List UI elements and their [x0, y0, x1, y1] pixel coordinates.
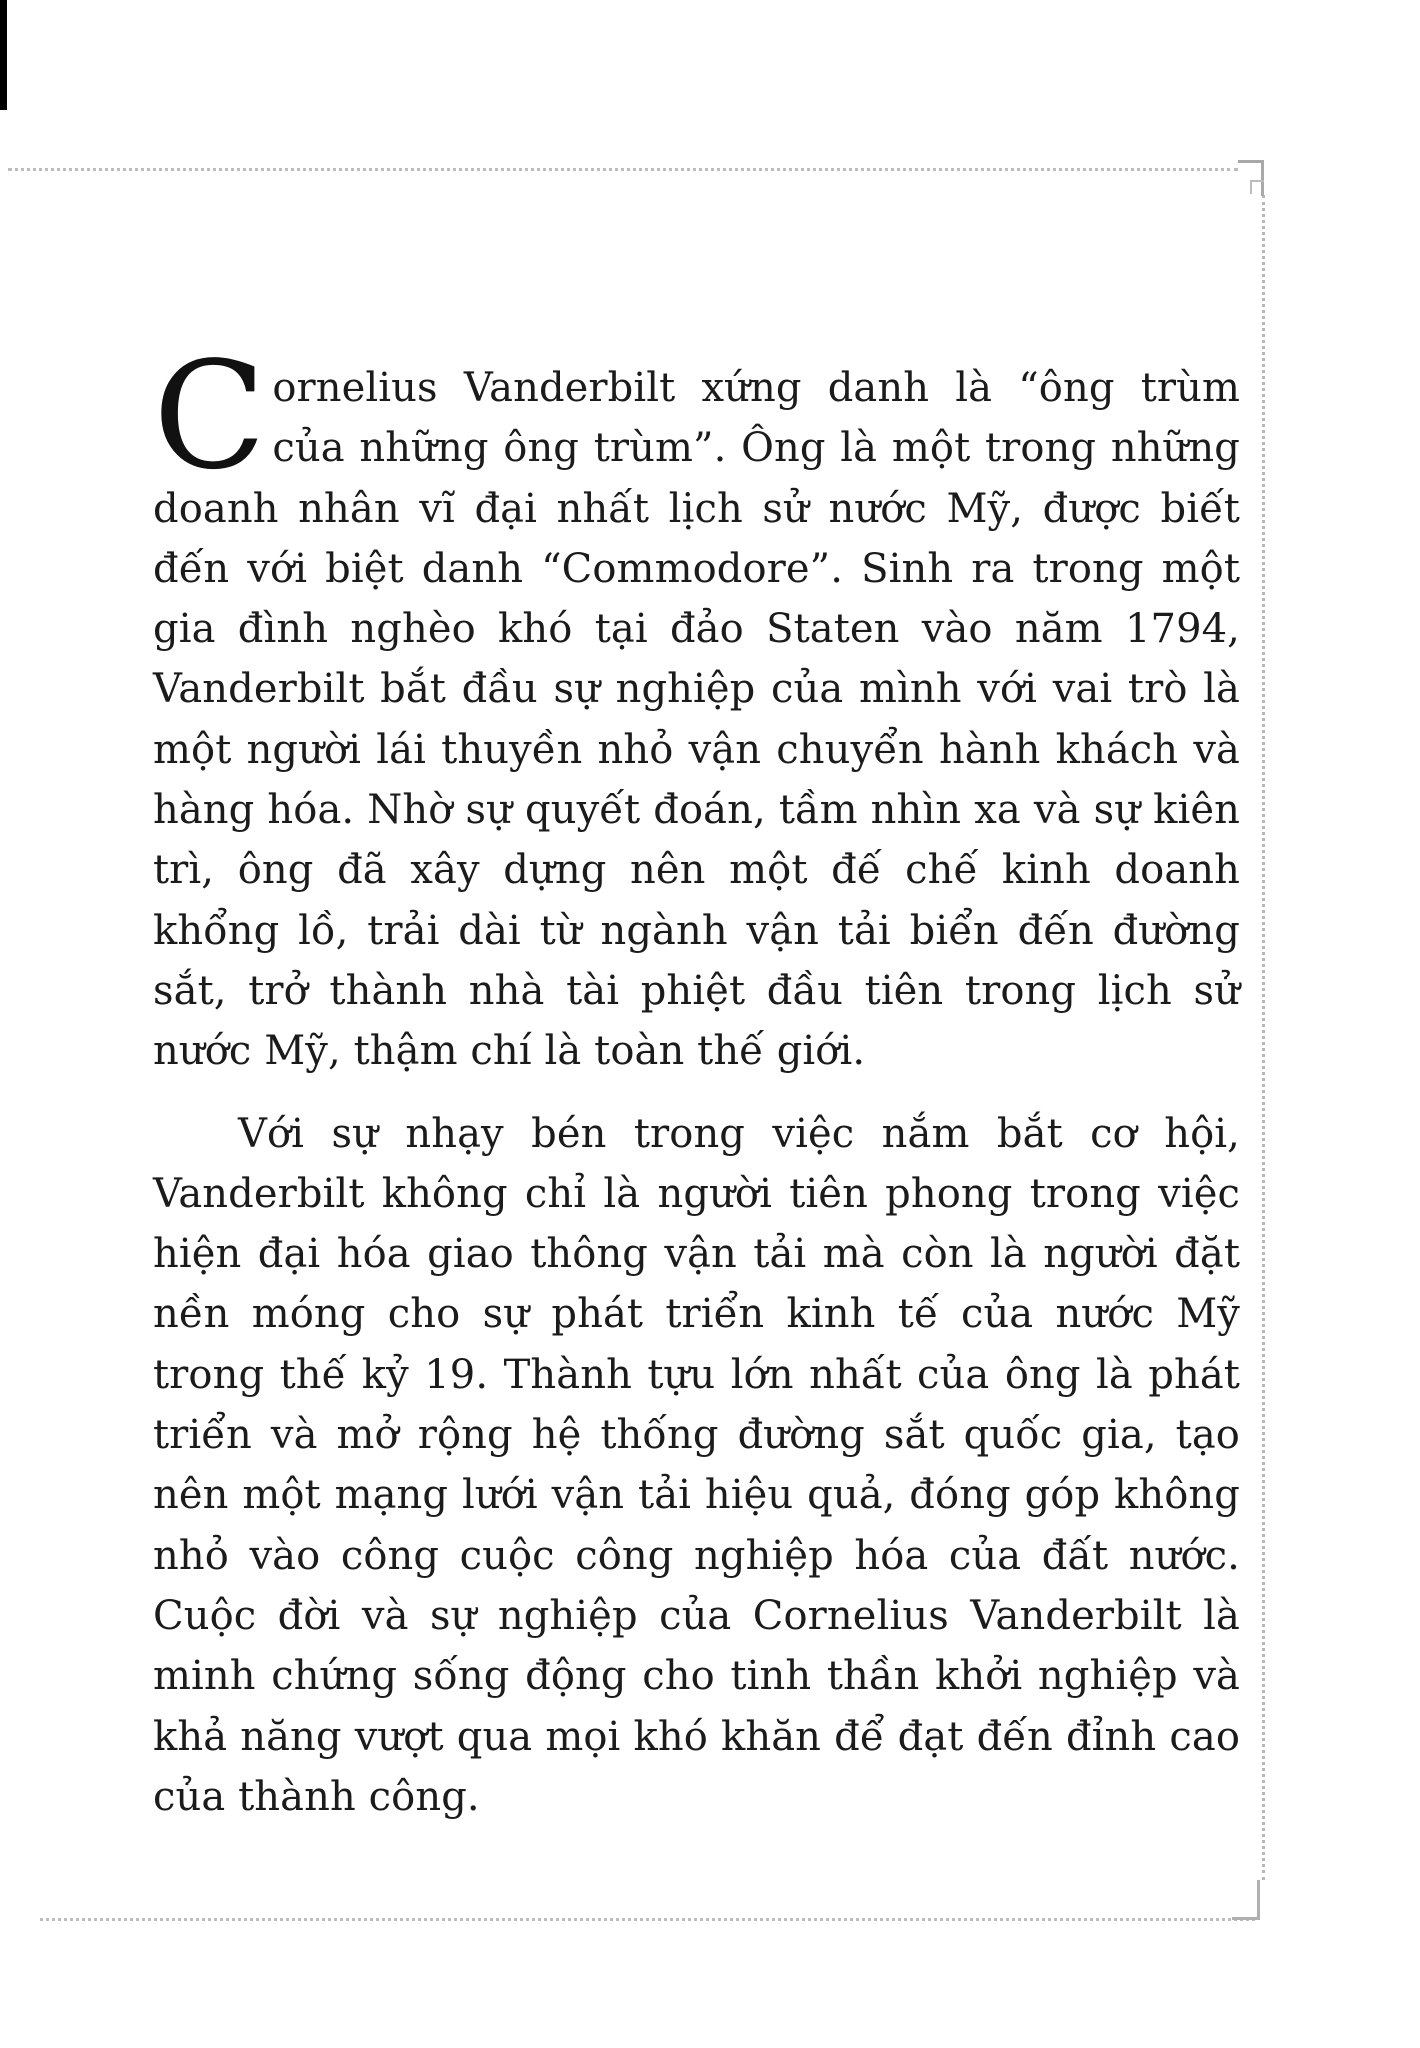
drop-cap: C	[153, 330, 267, 502]
paragraph-second: Với sự nhạy bén trong việc nắm bắt cơ hội, Vanderbilt không chỉ là người tiên phong trong việc hiện đại hóa giao thông vận tải mà còn là người đặt nền móng cho sự phát triển kinh tế của nước Mỹ trong thế kỷ 19. Thành tựu lớn nhất của ông là phát triển và mở rộng hệ thống đường sắt quốc gia, tạo nên một mạng lưới vận tải hiệu quả, đóng góp không nhỏ vào công cuộc công nghiệp hóa của đất nước. Cuộc đời và sự nghiệp của Cornelius Vanderbilt là minh chứng sống động cho tinh thần khởi nghiệp và khả năng vượt qua mọi khó khăn để đạt đến đỉnh cao của thành công.	[153, 1110, 1240, 1820]
paragraph-intro-text: ornelius Vanderbilt xứng danh là “ông trùm của những ông trùm”. Ông là một trong những doanh nhân vĩ đại nhất lịch sử nước Mỹ, được biết đến với biệt danh “Commodore”. Sinh ra trong một gia đình nghèo khó tại đảo Staten vào năm 1794, Vanderbilt bắt đầu sự nghiệp của mình với vai trò là một người lái thuyền nhỏ vận chuyển hành khách và hàng hóa. Nhờ sự quyết đoán, tầm nhìn xa và sự kiên trì, ông đã xây dựng nên một đế chế kinh doanh khổng lồ, trải dài từ ngành vận tải biển đến đường sắt, trở thành nhà tài phiệt đầu tiên trong lịch sử nước Mỹ, thậm chí là toàn thế giới.	[153, 365, 1240, 1075]
corner-ornament-bottom	[1232, 1880, 1260, 1920]
page-border-top	[8, 168, 1238, 171]
page-border-bottom	[40, 1918, 1255, 1921]
scan-edge-shadow	[0, 0, 7, 110]
article-body	[153, 330, 1240, 1827]
corner-ornament-top-inner	[1250, 180, 1264, 194]
paragraph-intro	[153, 330, 1240, 1082]
page-border-right	[1262, 195, 1265, 1880]
